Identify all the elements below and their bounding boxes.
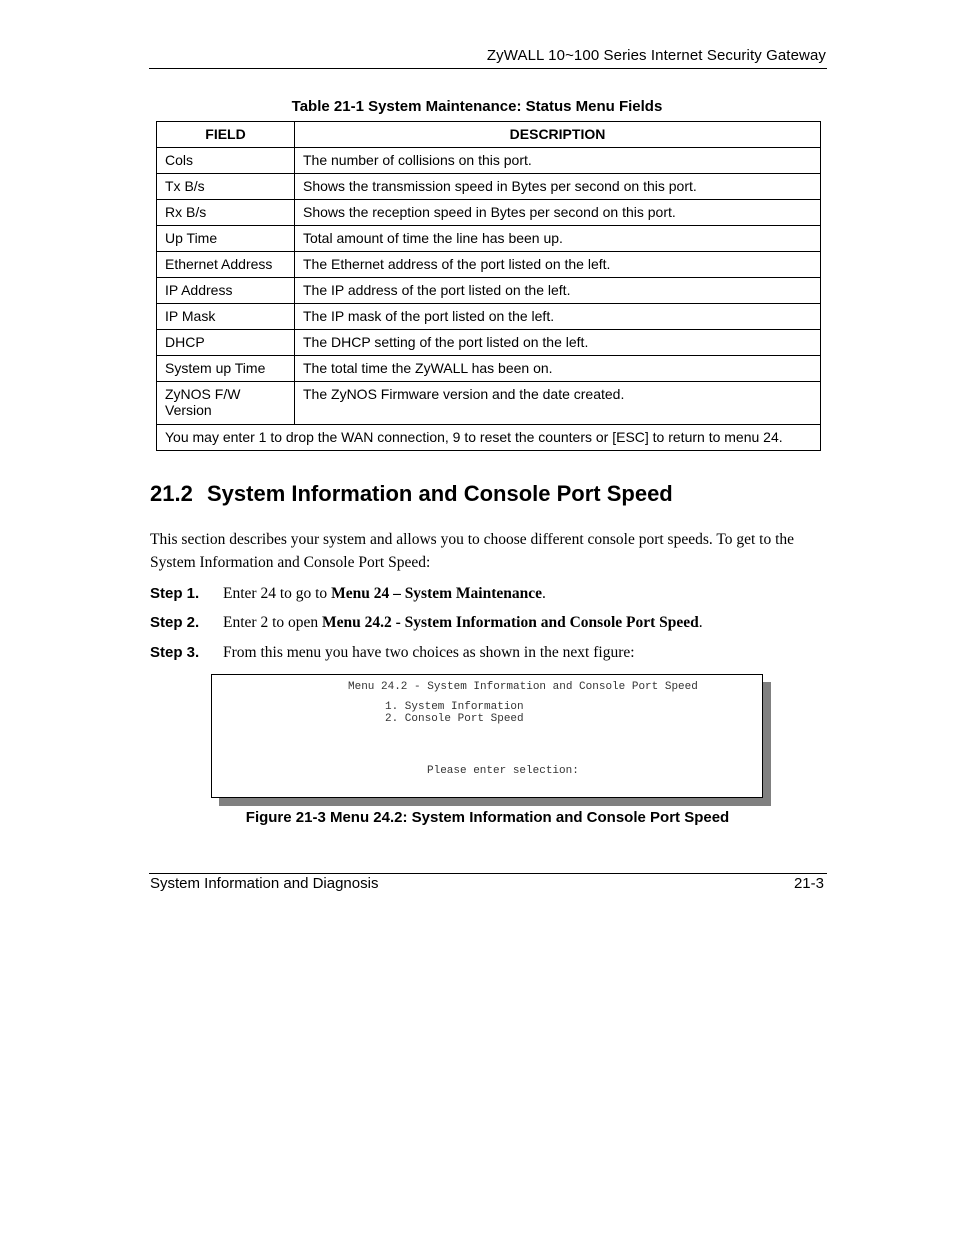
step-text-plain: .	[542, 585, 546, 602]
figure-caption: Figure 21-3 Menu 24.2: System Information and Console Port Speed	[245, 809, 730, 826]
table-row	[157, 200, 821, 226]
description-cell: The IP mask of the port listed on the left.	[295, 304, 821, 330]
description-cell: The ZyNOS Firmware version and the date created.	[295, 382, 821, 425]
footer-divider	[149, 873, 827, 874]
footer-chapter: System Information and Diagnosis	[150, 875, 379, 892]
field-cell: Ethernet Address	[157, 252, 295, 278]
step-text-plain: .	[698, 614, 703, 631]
table-row	[157, 356, 821, 382]
field-cell: ZyNOS F/W Version	[157, 382, 295, 425]
table-row	[157, 278, 821, 304]
section-title: System Information and Console Port Speed	[207, 481, 673, 506]
section-intro: This section describes your system and allows you to choose different console port speeds. To get to the System Information and Console Port Speed:	[150, 531, 795, 571]
description-cell: The total time the ZyWALL has been on.	[295, 356, 821, 382]
terminal-option-console-port-speed: 2. Console Port Speed	[385, 713, 524, 725]
table-row	[157, 252, 821, 278]
description-cell: The IP address of the port listed on the left.	[295, 278, 821, 304]
table-footer-note: You may enter 1 to drop the WAN connection, 9 to reset the counters or [ESC] to return to menu 24.	[157, 425, 821, 451]
step-text	[223, 585, 546, 603]
table-row	[157, 304, 821, 330]
table-row	[157, 330, 821, 356]
field-cell: System up Time	[157, 356, 295, 382]
description-cell: Shows the transmission speed in Bytes per second on this port.	[295, 174, 821, 200]
section-heading	[150, 481, 673, 507]
field-cell: Tx B/s	[157, 174, 295, 200]
field-cell: Up Time	[157, 226, 295, 252]
step-text	[223, 614, 703, 632]
description-cell: The Ethernet address of the port listed on the left.	[295, 252, 821, 278]
footer-page-number: 21-3	[793, 875, 824, 892]
menu-terminal-screen	[211, 674, 763, 798]
step-text-bold: Menu 24.2 - System Information and Console Port Speed	[322, 614, 699, 631]
field-cell: Cols	[157, 148, 295, 174]
field-cell: DHCP	[157, 330, 295, 356]
table-row	[157, 148, 821, 174]
description-cell: The number of collisions on this port.	[295, 148, 821, 174]
table-row	[157, 226, 821, 252]
field-cell: IP Address	[157, 278, 295, 304]
table-row	[157, 174, 821, 200]
description-cell: Shows the reception speed in Bytes per second on this port.	[295, 200, 821, 226]
field-cell: Rx B/s	[157, 200, 295, 226]
header-divider	[149, 68, 827, 69]
step-label: Step 3.	[150, 644, 200, 661]
section-number: 21.2	[150, 481, 193, 506]
table-footer-row	[157, 425, 821, 451]
step-label: Step 1.	[150, 585, 200, 602]
column-header-field: FIELD	[157, 122, 295, 148]
step-label: Step 2.	[150, 614, 200, 631]
table-row	[157, 382, 821, 425]
table-caption: Table 21-1 System Maintenance: Status Menu Fields	[291, 98, 663, 115]
step-text-plain: From this menu you have two choices as shown in the next figure:	[223, 644, 635, 661]
page-header-title: ZyWALL 10~100 Series Internet Security Gateway	[486, 47, 826, 64]
terminal-prompt: Please enter selection:	[427, 765, 579, 777]
terminal-menu-title: Menu 24.2 - System Information and Console Port Speed	[348, 681, 698, 693]
step-text-bold: Menu 24 – System Maintenance	[331, 585, 543, 602]
terminal-option-system-information: 1. System Information	[385, 701, 524, 713]
table-header-row	[157, 122, 821, 148]
step-text-plain: Enter 2 to open	[223, 614, 323, 631]
step-text-plain: Enter 24 to go to	[223, 585, 332, 602]
description-cell: The DHCP setting of the port listed on the left.	[295, 330, 821, 356]
description-cell: Total amount of time the line has been up.	[295, 226, 821, 252]
field-cell: IP Mask	[157, 304, 295, 330]
column-header-description: DESCRIPTION	[295, 122, 821, 148]
status-fields-table	[156, 121, 821, 451]
step-text	[223, 644, 635, 662]
